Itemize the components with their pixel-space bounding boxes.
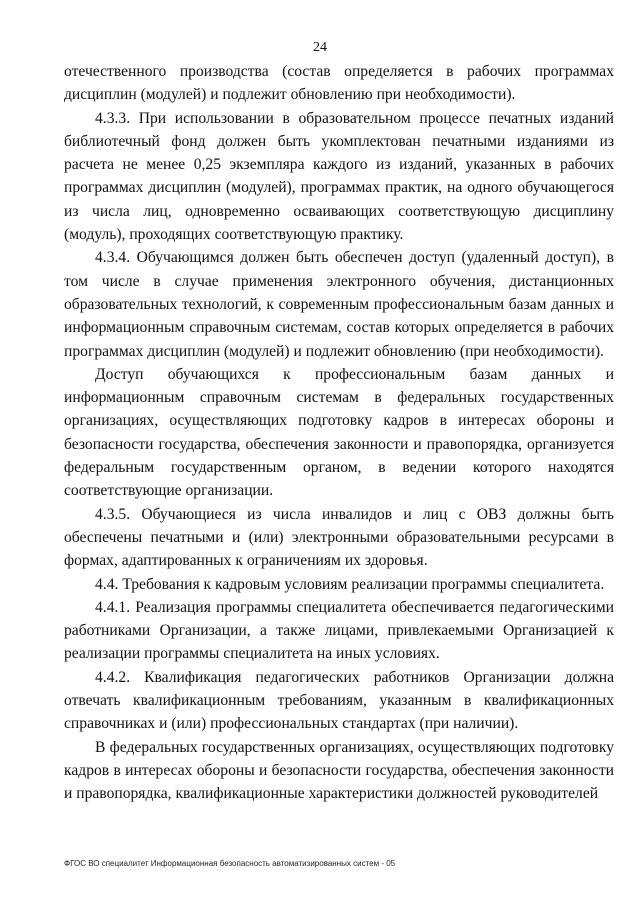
paragraph-federal: В федеральных государственных организациях, осуществляющих подготовку кадров в интересах обороны и безопасности государства, обеспечения законности и правопорядка, квалификационные характеристики должностей руководителей — [64, 738, 614, 803]
page-footer: ФГОС ВО специалитет Информационная безопасность автоматизированных систем - 05 — [64, 859, 396, 868]
document-body — [64, 60, 614, 806]
paragraph-4-4-2: 4.4.2. Квалификация педагогических работников Организации должна отвечать квалификационным требованиям, указанным в квалификационных справочниках и (или) профессиональных стандартах (при наличии). — [64, 668, 614, 733]
paragraph-4-4: 4.4. Требования к кадровым условиям реализации программы специалитета. — [95, 575, 605, 593]
paragraph-4-4-1: 4.4.1. Реализация программы специалитета обеспечивается педагогическими работниками Организации, а также лицами, привлекаемыми Организацией к реализации программы специалитета на иных условиях. — [64, 598, 614, 663]
paragraph-4-3-3: 4.3.3. При использовании в образовательном процессе печатных изданий библиотечный фонд должен быть укомплектован печатными изданиями из расчета не менее 0,25 экземпляра каждого из изданий, указанных в рабочих программах дисциплин (модулей), программах практик, на одного обучающегося из числа лиц, одновременно осваивающих соответствующую дисциплину (модуль), проходящих соответствующую практику. — [64, 109, 614, 244]
paragraph-access: Доступ обучающихся к профессиональным базам данных и информационным справочным системам в федеральных государственных организациях, осуществляющих подготовку кадров в интересах обороны и безопасности государства, обеспечения законности и правопорядка, организуется федеральным государственным органом, в ведении которого находятся соответствующие организации. — [64, 365, 614, 500]
paragraph-continuation: отечественного производства (состав определяется в рабочих программах дисциплин (модулей) и подлежит обновлению при необходимости). — [64, 63, 614, 104]
paragraph-4-3-4: 4.3.4. Обучающимся должен быть обеспечен доступ (удаленный доступ), в том числе в случае применения электронного обучения, дистанционных образовательных технологий, к современным профессиональным базам данных и информационным справочным системам, состав которых определяется в рабочих программах дисциплин (модулей) и подлежит обновлению (при необходимости). — [64, 249, 614, 360]
page-number: 24 — [313, 40, 327, 55]
paragraph-4-3-5: 4.3.5. Обучающиеся из числа инвалидов и лиц с ОВЗ должны быть обеспечены печатными и (или) электронными образовательными ресурсами в формах, адаптированных к ограничениям их здоровья. — [64, 505, 614, 570]
